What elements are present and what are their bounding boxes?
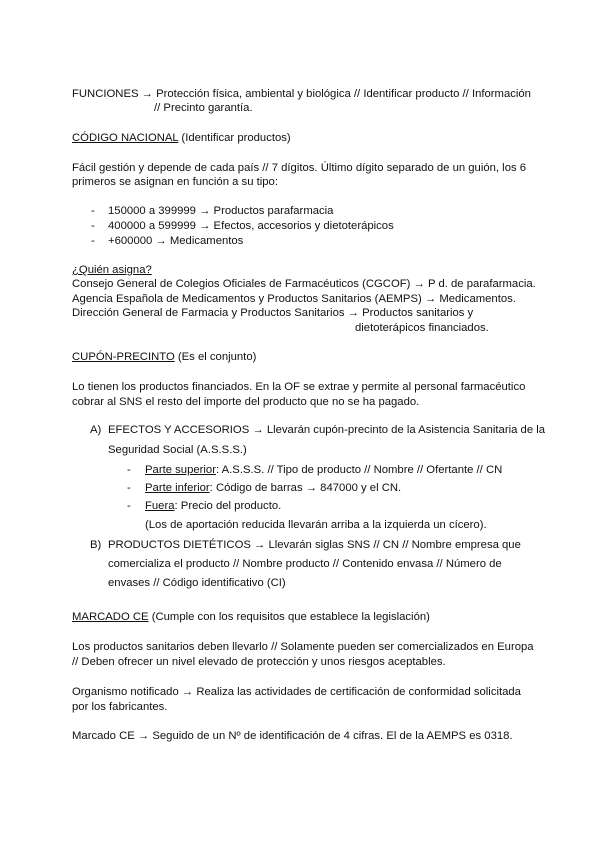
codigo-nacional-note: (Identificar productos) bbox=[178, 132, 291, 144]
efectos-line-2: Seguridad Social (A.S.S.S.) bbox=[108, 444, 247, 456]
parte-inferior-item bbox=[145, 481, 401, 495]
organismo-line-2: por los fabricantes. bbox=[72, 701, 168, 713]
cupon-para-line-1: Lo tienen los productos financiados. En la OF se extrae y permite al personal farmacéutico bbox=[72, 381, 526, 393]
bullet-item-medicamentos: +600000 → Medicamentos bbox=[108, 235, 244, 247]
marcado-ce-title: MARCADO CE bbox=[72, 611, 149, 623]
list-marker-b: B) bbox=[90, 539, 102, 551]
bullet-marker: - bbox=[91, 205, 95, 217]
parte-superior-item bbox=[145, 463, 502, 477]
codigo-para-line-2: primeros se asignan en función a su tipo: bbox=[72, 176, 278, 188]
fuera-text: : Precio del producto. bbox=[174, 500, 282, 512]
bullet-item-efectos: 400000 a 599999 → Efectos, accesorios y dietoterápicos bbox=[108, 220, 394, 232]
dieteticos-line-1: PRODUCTOS DIETÉTICOS → Llevarán siglas SNS // CN // Nombre empresa que bbox=[108, 539, 521, 551]
quien-line-dgf: Dirección General de Farmacia y Productos Sanitarios → Productos sanitarios y bbox=[72, 307, 474, 319]
quien-asigna-heading: ¿Quién asigna? bbox=[72, 264, 152, 276]
cupon-precinto-note: (Es el conjunto) bbox=[174, 351, 257, 363]
codigo-nacional-heading bbox=[72, 131, 291, 145]
funciones-line-1: FUNCIONES → Protección física, ambiental y biológica // Identificar producto // Información bbox=[72, 88, 531, 100]
organismo-line-1: Organismo notificado → Realiza las actividades de certificación de conformidad solicitada bbox=[72, 686, 521, 698]
marcado-ce-note: (Cumple con los requisitos que establece la legislación) bbox=[148, 611, 430, 623]
codigo-nacional-title: CÓDIGO NACIONAL bbox=[72, 132, 179, 144]
bullet-marker: - bbox=[91, 235, 95, 247]
quien-line-aemps: Agencia Española de Medicamentos y Productos Sanitarios (AEMPS) → Medicamentos. bbox=[72, 293, 516, 305]
sub-bullet-marker: - bbox=[127, 500, 131, 512]
list-marker-a: A) bbox=[90, 424, 102, 436]
parte-superior-label: Parte superior bbox=[145, 464, 216, 476]
fuera-label: Fuera bbox=[145, 500, 175, 512]
cupon-precinto-title: CUPÓN-PRECINTO bbox=[72, 351, 175, 363]
funciones-line-2: // Precinto garantía. bbox=[154, 102, 253, 114]
quien-line-cgcof: Consejo General de Colegios Oficiales de Farmacéuticos (CGCOF) → P d. de parafarmacia. bbox=[72, 278, 536, 290]
efectos-line-1: EFECTOS Y ACCESORIOS → Llevarán cupón-precinto de la Asistencia Sanitaria de la bbox=[108, 424, 546, 436]
marcado-para-1-line-1: Los productos sanitarios deben llevarlo // Solamente pueden ser comercializados en Europa bbox=[72, 641, 534, 653]
bullet-item-parafarmacia: 150000 a 399999 → Productos parafarmacia bbox=[108, 205, 334, 217]
fuera-note: (Los de aportación reducida llevarán arriba a la izquierda un cícero). bbox=[145, 519, 487, 531]
parte-inferior-label: Parte inferior bbox=[145, 482, 210, 494]
dieteticos-line-3: envases // Código identificativo (CI) bbox=[108, 577, 286, 589]
parte-superior-text: : A.S.S.S. // Tipo de producto // Nombre // Ofertante // CN bbox=[215, 464, 503, 476]
fuera-item bbox=[145, 499, 281, 513]
quien-line-dgf-cont: dietoterápicos financiados. bbox=[355, 322, 489, 334]
parte-inferior-text: : Código de barras → 847000 y el CN. bbox=[209, 482, 402, 494]
cupon-para-line-2: cobrar al SNS el resto del importe del producto que no se ha pagado. bbox=[72, 396, 420, 408]
sub-bullet-marker: - bbox=[127, 482, 131, 494]
dieteticos-line-2: comercializa el producto // Nombre producto // Contenido envasa // Número de bbox=[108, 558, 502, 570]
cupon-precinto-heading bbox=[72, 350, 256, 364]
marcado-ce-identificacion: Marcado CE → Seguido de un Nº de identificación de 4 cifras. El de la AEMPS es 0318. bbox=[72, 730, 513, 742]
bullet-marker: - bbox=[91, 220, 95, 232]
sub-bullet-marker: - bbox=[127, 464, 131, 476]
codigo-para-line-1: Fácil gestión y depende de cada país // 7 dígitos. Último dígito separado de un guión, los 6 bbox=[72, 162, 527, 174]
marcado-ce-heading bbox=[72, 610, 430, 624]
marcado-para-1-line-2: // Deben ofrecer un nivel elevado de protección y unos riesgos aceptables. bbox=[72, 656, 446, 668]
